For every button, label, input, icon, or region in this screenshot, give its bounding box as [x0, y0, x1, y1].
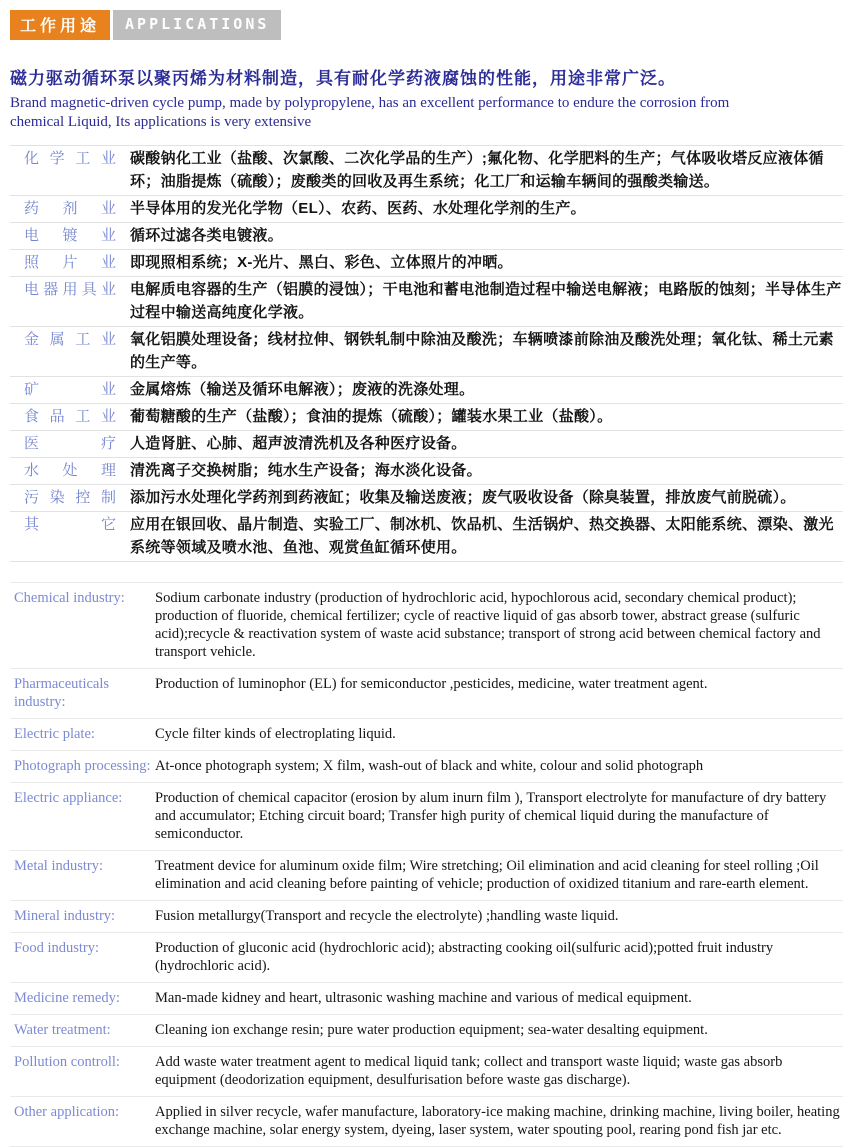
table-row: [10, 583, 843, 669]
industry-description: 循环过滤各类电镀液。: [130, 227, 284, 244]
table-row: [10, 901, 843, 933]
industry-description: 半导体用的发光化学物（EL）、农药、医药、水处理化学剂的生产。: [130, 200, 586, 217]
table-row: [10, 751, 843, 783]
table-row: [10, 1015, 843, 1047]
table-row: [10, 1047, 843, 1097]
applications-table-english: [10, 582, 843, 1147]
industry-label: 医 疗: [24, 435, 116, 452]
table-row: [10, 196, 843, 223]
industry-description: 应用在银回收、晶片制造、实验工厂、制冰机、饮品机、生活锅炉、热交换器、太阳能系统、漂染、激光系统等领域及喷水池、鱼池、观赏鱼缸循环使用。: [130, 516, 834, 556]
industry-label: 污 染 控 制: [24, 489, 116, 506]
section-title-english: APPLICATIONS: [113, 10, 281, 40]
industry-description: 氧化铝膜处理设备；线材拉伸、钢铁轧制中除油及酸洗；车辆喷漆前除油及酸洗处理；氧化钛、稀土元素的生产等。: [130, 331, 834, 371]
industry-description: Production of luminophor (EL) for semiconductor ,pesticides, medicine, water treatment agent.: [155, 676, 708, 692]
industry-label: 食 品 工 业: [24, 408, 116, 425]
applications-table-chinese: [10, 145, 843, 562]
industry-description: 人造肾脏、心肺、超声波清洗机及各种医疗设备。: [130, 435, 467, 452]
industry-label: Food industry:: [14, 940, 99, 956]
table-row: [10, 669, 843, 719]
table-row: [10, 512, 843, 562]
table-row: [10, 146, 843, 196]
industry-description: 电解质电容器的生产（铝膜的浸蚀）；干电池和蓄电池制造过程中输送电解液；电路版的蚀刻；半导体生产过程中输送高纯度化学液。: [130, 281, 842, 321]
table-row: [10, 719, 843, 751]
industry-description: 添加污水处理化学药剂到药液缸；收集及输送废液；废气吸收设备（除臭装置，排放废气前脱硫）。: [130, 489, 796, 506]
table-row: [10, 223, 843, 250]
industry-label: Medicine remedy:: [14, 990, 120, 1006]
table-row: [10, 983, 843, 1015]
industry-description: Production of gluconic acid (hydrochloric acid); abstracting cooking oil(sulfuric acid);potted fruit industry (hydrochloric acid).: [155, 940, 774, 974]
table-row: [10, 933, 843, 983]
section-title-chinese: 工作用途: [10, 10, 110, 40]
industry-description: Cleaning ion exchange resin; pure water production equipment; sea-water desalting equipment.: [155, 1022, 708, 1038]
industry-description: Sodium carbonate industry (production of hydrochloric acid, hypochlorous acid, secondary chemical product); production of fluoride, chemical fertilizer; cycle of reactive liquid of gas absorb tower, abstract grease (sulfuric acid);recycle & reactivation system of waste acid substance; transport of strong acid between chemical factory and transport vehicle.: [155, 590, 821, 660]
industry-label: Electric appliance:: [14, 790, 123, 806]
table-row: [10, 1097, 843, 1147]
industry-label: 照 片 业: [24, 254, 116, 271]
table-row: [10, 458, 843, 485]
industry-label: Chemical industry:: [14, 590, 125, 606]
table-row: [10, 851, 843, 901]
industry-label: Water treatment:: [14, 1022, 111, 1038]
industry-description: 葡萄糖酸的生产（盐酸）；食油的提炼（硫酸）；罐装水果工业（盐酸）。: [130, 408, 613, 425]
industry-label: 其 它: [24, 516, 116, 533]
table-row: [10, 431, 843, 458]
industry-description: Add waste water treatment agent to medical liquid tank; collect and transport waste liquid; waste gas absorb equipment (deodorization equipment, desulfurisation before waste gas discharge).: [155, 1054, 783, 1088]
table-row: [10, 783, 843, 851]
industry-description: 即现照相系统；X-光片、黑白、彩色、立体照片的冲晒。: [130, 254, 513, 271]
industry-description: 金属熔炼（输送及循环电解液）；废液的洗涤处理。: [130, 381, 475, 398]
intro-text-english: Brand magnetic-driven cycle pump, made by polypropylene, has an excellent performance to endure the corrosion from chemical Liquid, Its applications is very extensive: [10, 95, 730, 130]
industry-description: 碳酸钠化工业（盐酸、次氯酸、二次化学品的生产）;氟化物、化学肥料的生产；气体吸收塔反应液体循环；油脂提炼（硫酸）；废酸类的回收及再生系统；化工厂和运输车辆间的强酸类输送。: [130, 150, 824, 190]
industry-description: Man-made kidney and heart, ultrasonic washing machine and various of medical equipment.: [155, 990, 692, 1006]
table-row: [10, 277, 843, 327]
table-row: [10, 250, 843, 277]
table-row: [10, 404, 843, 431]
industry-label: Pollution controll:: [14, 1054, 120, 1070]
industry-label: Electric plate:: [14, 726, 95, 742]
intro-text-chinese: 磁力驱动循环泵以聚丙烯为材料制造，具有耐化学药液腐蚀的性能，用途非常广泛。: [10, 69, 676, 88]
industry-description: Cycle filter kinds of electroplating liquid.: [155, 726, 396, 742]
industry-description: Applied in silver recycle, wafer manufacture, laboratory-ice making machine, drinking machine, living boiler, heating exchange machine, solar energy system, dyeing, laser system, water spouting pool, rearing pond fish jar etc.: [155, 1104, 840, 1138]
industry-description: Production of chemical capacitor (erosion by alum inurn film ), Transport electrolyte for manufacture of dry battery and accumulator; Etching circuit board; Transfer high purity of chemical liquid during the manufacture of semiconductor.: [155, 790, 827, 842]
industry-label: 化 学 工 业: [24, 150, 116, 167]
industry-label: 电 镀 业: [24, 227, 116, 244]
industry-label: Mineral industry:: [14, 908, 116, 924]
industry-label: 药 剂 业: [24, 200, 116, 217]
table-row: [10, 377, 843, 404]
industry-label: Other application:: [14, 1104, 120, 1120]
industry-label: Photograph processing:: [14, 758, 151, 774]
industry-label: Metal industry:: [14, 858, 104, 874]
table-row: [10, 485, 843, 512]
industry-label: 矿 业: [24, 381, 116, 398]
industry-description: Fusion metallurgy(Transport and recycle the electrolyte) ;handling waste liquid.: [155, 908, 619, 924]
industry-label: Pharmaceuticals industry:: [14, 676, 110, 710]
section-header: [10, 10, 843, 40]
industry-description: At-once photograph system; X film, wash-out of black and white, colour and solid photograph: [155, 758, 704, 774]
industry-description: Treatment device for aluminum oxide film; Wire stretching; Oil elimination and acid cleaning for steel rolling ;Oil elimination and acid cleaning before painting of vehicle; production of oxidized titanium and rare-earth element.: [155, 858, 819, 892]
table-row: [10, 327, 843, 377]
industry-label: 电器用具业: [24, 281, 116, 298]
industry-description: 清洗离子交换树脂；纯水生产设备；海水淡化设备。: [130, 462, 482, 479]
industry-label: 金 属 工 业: [24, 331, 116, 348]
industry-label: 水 处 理: [24, 462, 116, 479]
